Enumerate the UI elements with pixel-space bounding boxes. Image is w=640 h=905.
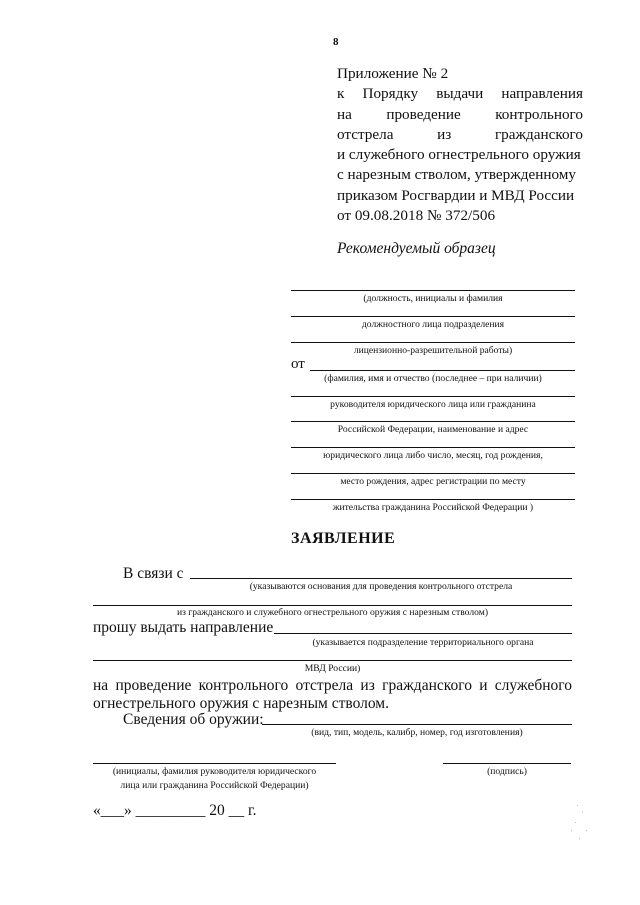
addressee-caption-3: лицензионно-разрешительной работы) <box>353 345 513 356</box>
sender-line-3[interactable] <box>291 421 575 422</box>
purpose-line-1: на проведение контрольного отстрела из гражданского и служебного <box>93 677 572 694</box>
weapon-info-label: Сведения об оружии: <box>123 711 264 728</box>
sender-line-5[interactable] <box>291 473 575 474</box>
reason-caption-2: из гражданского и служебного огнестрельного оружия с нарезным стволом) <box>176 607 489 618</box>
annex-header <box>337 64 583 226</box>
purpose-line-2: огнестрельного оружия с нарезным стволом. <box>93 695 389 712</box>
recommended-sample-label: Рекомендуемый образец <box>337 240 496 257</box>
weapon-line[interactable] <box>262 724 572 725</box>
sender-line-6[interactable] <box>291 499 575 500</box>
sender-caption-5: место рождения, адрес регистрации по месту <box>340 476 526 487</box>
from-label: от <box>291 356 305 372</box>
document-title: ЗАЯВЛЕНИЕ <box>291 530 396 547</box>
sender-caption-4: юридического лица либо число, месяц, год рождения, <box>323 450 543 461</box>
sender-caption-1: (фамилия, имя и отчество (последнее – при наличии) <box>324 373 542 384</box>
annex-line-3: отстрела из гражданского <box>337 125 583 143</box>
name-signature-line[interactable] <box>93 763 336 764</box>
annex-line-2: на проведение контрольного <box>337 105 583 123</box>
unit-caption-2: МВД России) <box>304 663 361 674</box>
sender-caption-6: жительства гражданина Российской Федерации ) <box>332 502 534 513</box>
annex-line-5: с нарезным стволом, утвержденному <box>337 166 576 184</box>
reason-caption-1: (указываются основания для проведения контрольного отстрела <box>249 581 513 592</box>
annex-line-6: приказом Росгвардии и МВД России <box>337 186 575 204</box>
sender-caption-3: Российской Федерации, наименование и адрес <box>337 424 529 435</box>
unit-line-2[interactable] <box>93 660 572 661</box>
addressee-caption-2: должностного лица подразделения <box>361 319 505 330</box>
request-label: прошу выдать направление <box>93 619 274 636</box>
signature-line[interactable] <box>443 763 571 764</box>
annex-line-7: от 09.08.2018 № 372/506 <box>337 207 496 225</box>
annex-line-4: и служебного огнестрельного оружия <box>337 146 581 164</box>
unit-caption-1: (указывается подразделение территориального органа <box>312 637 534 648</box>
page-number: 8 <box>333 36 339 48</box>
signature-caption: (подпись) <box>487 766 527 777</box>
unit-line-1[interactable] <box>274 633 572 634</box>
reason-line-2[interactable] <box>93 605 572 606</box>
reason-line-1[interactable] <box>190 578 572 579</box>
sender-line-1[interactable] <box>310 370 575 371</box>
name-caption: (инициалы, фамилия руководителя юридического лица или гражданина Российской Федерации) <box>112 766 317 791</box>
addressee-line-2[interactable] <box>291 316 575 317</box>
addressee-line-1[interactable] <box>291 290 575 291</box>
sender-line-4[interactable] <box>291 447 575 448</box>
weapon-caption: (вид, тип, модель, калибр, номер, год изготовления) <box>311 727 523 738</box>
annex-title: Приложение № 2 <box>337 65 449 82</box>
sender-line-2[interactable] <box>291 396 575 397</box>
annex-line-1: к Порядку выдачи направления <box>337 85 583 103</box>
sender-caption-2: руководителя юридического лица или гражданина <box>330 399 536 410</box>
addressee-caption-1: (должность, инициалы и фамилия <box>363 293 503 304</box>
in-connection-label: В связи с <box>123 565 184 582</box>
addressee-line-3[interactable] <box>291 342 575 343</box>
date-line[interactable]: «___» _________ 20 __ г. <box>93 802 257 819</box>
